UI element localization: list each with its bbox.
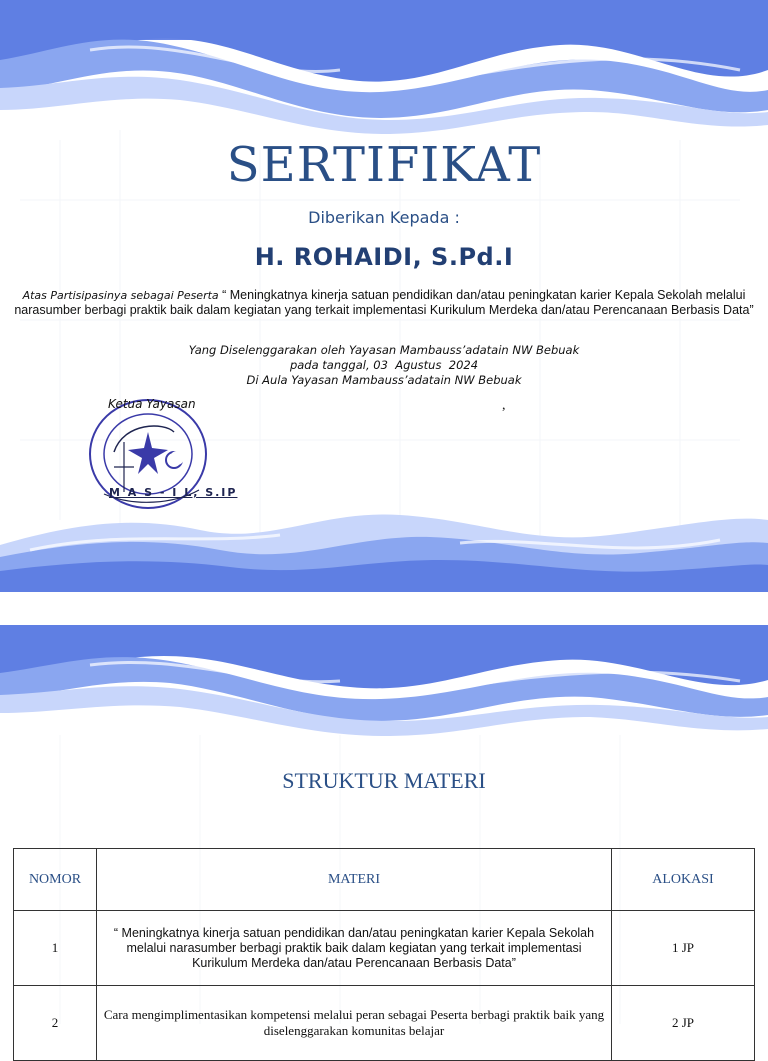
venue-line: Di Aula Yayasan Mambauss’adatain NW Bebuak xyxy=(246,373,522,387)
certificate-title: SERTIFIKAT xyxy=(226,137,542,193)
date-line: pada tanggal, 03 Agustus 2024 xyxy=(289,358,479,372)
row-alokasi: 2 JP xyxy=(612,986,755,1061)
signer-role: Ketua Yayasan xyxy=(108,397,196,411)
participation-lead: Atas Partisipasinya sebagai Peserta xyxy=(22,289,219,302)
top-wave-decoration xyxy=(0,0,768,135)
table-row xyxy=(14,986,755,1061)
structure-page xyxy=(0,625,768,1038)
row-materi: Cara mengimplimentasikan kompetensi melalui peran sebagai Peserta berbagi praktik baik yang diselenggarakan komunitas belajar xyxy=(97,986,612,1061)
header-nomor: NOMOR xyxy=(14,849,97,911)
structure-top-wave xyxy=(0,625,768,737)
page-gap xyxy=(0,592,768,625)
table-row xyxy=(14,911,755,986)
organizer-line: Yang Diselenggarakan oleh Yayasan Mambauss’adatain NW Bebuak xyxy=(188,343,580,357)
material-table xyxy=(13,848,755,1061)
recipient-name: H. ROHAIDI, S.Pd.I xyxy=(254,243,514,271)
signature-comma: , xyxy=(502,398,506,413)
header-materi: MATERI xyxy=(97,849,612,911)
signer-name: M A S - I L, S.IP xyxy=(109,486,238,499)
organizer-block xyxy=(0,343,768,388)
header-alokasi: ALOKASI xyxy=(612,849,755,911)
structure-title: STRUKTUR MATERI xyxy=(282,768,486,793)
row-alokasi: 1 JP xyxy=(612,911,755,986)
given-to-label: Diberikan Kepada : xyxy=(308,208,460,227)
bottom-wave-decoration xyxy=(0,505,768,592)
table-header-row xyxy=(14,849,755,911)
participation-statement xyxy=(14,288,754,318)
row-materi: “ Meningkatnya kinerja satuan pendidikan dan/atau peningkatan karier Kepala Sekolah melalui narasumber berbagi praktik baik dalam kegiatan yang terkait implementasi Kurikulum Merdeka dan/atau Perencanaan Berbasis Data” xyxy=(97,911,612,986)
participation-topic: “ Meningkatnya kinerja satuan pendidikan dan/atau peningkatan karier Kepala Sekolah melalui narasumber berbagi praktik baik dalam kegiatan yang terkait implementasi Kurikulum Merdeka dan/atau Perencanaan Berbasis Data” xyxy=(14,288,754,317)
row-number: 1 xyxy=(14,911,97,986)
row-number: 2 xyxy=(14,986,97,1061)
